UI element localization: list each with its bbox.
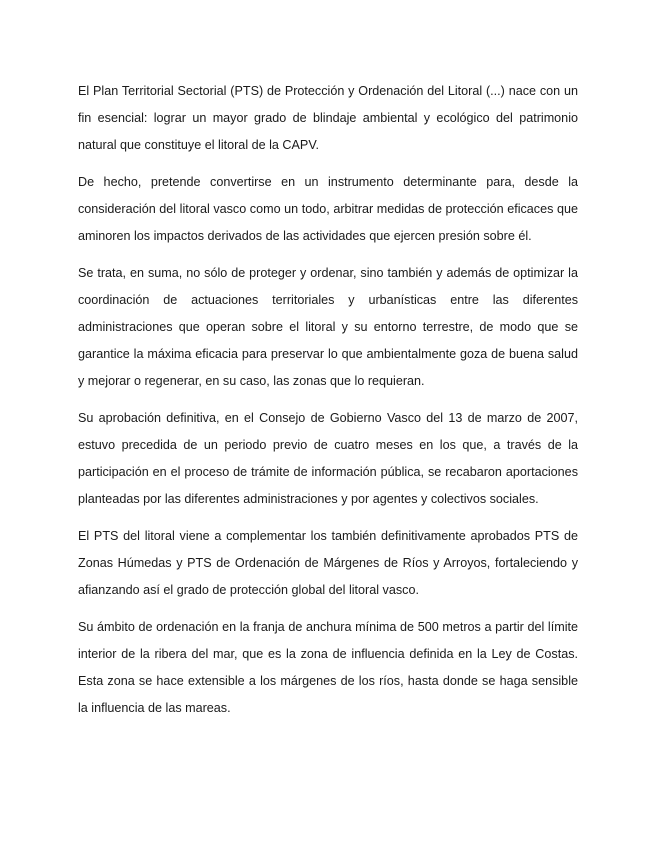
paragraph-approval: Su aprobación definitiva, en el Consejo de Gobierno Vasco del 13 de marzo de 2007, estuvo precedida de un periodo previo de cuatro meses en los que, a través de la participación en el proceso de trámite de información pública, se recabaron aportaciones planteadas por las diferentes administraciones y por agentes y colectivos sociales. <box>78 411 578 506</box>
paragraph-scope: Su ámbito de ordenación en la franja de anchura mínima de 500 metros a partir del límite interior de la ribera del mar, que es la zona de influencia definida en la Ley de Costas. Esta zona se hace extensible a los márgenes de los ríos, hasta donde se haga sensible la influencia de las mareas. <box>78 620 578 715</box>
paragraph-complement: El PTS del litoral viene a complementar los también definitivamente aprobados PTS de Zonas Húmedas y PTS de Ordenación de Márgenes de Ríos y Arroyos, fortaleciendo y afianzando así el grado de protección global del litoral vasco. <box>78 529 578 597</box>
paragraph-purpose: De hecho, pretende convertirse en un instrumento determinante para, desde la consideración del litoral vasco como un todo, arbitrar medidas de protección eficaces que aminoren los impactos derivados de las actividades que ejercen presión sobre él. <box>78 175 578 243</box>
paragraph-intro: El Plan Territorial Sectorial (PTS) de Protección y Ordenación del Litoral (...) nace con un fin esencial: lograr un mayor grado de blindaje ambiental y ecológico del patrimonio natural que constituye el litoral de la CAPV. <box>78 84 578 152</box>
paragraph-coordination: Se trata, en suma, no sólo de proteger y ordenar, sino también y además de optimizar la coordinación de actuaciones territoriales y urbanísticas entre las diferentes administraciones que operan sobre el litoral y su entorno terrestre, de modo que se garantice la máxima eficacia para preservar lo que ambientalmente goza de buena salud y mejorar o regenerar, en su caso, las zonas que lo requieran. <box>78 266 578 388</box>
document-body <box>78 78 578 732</box>
